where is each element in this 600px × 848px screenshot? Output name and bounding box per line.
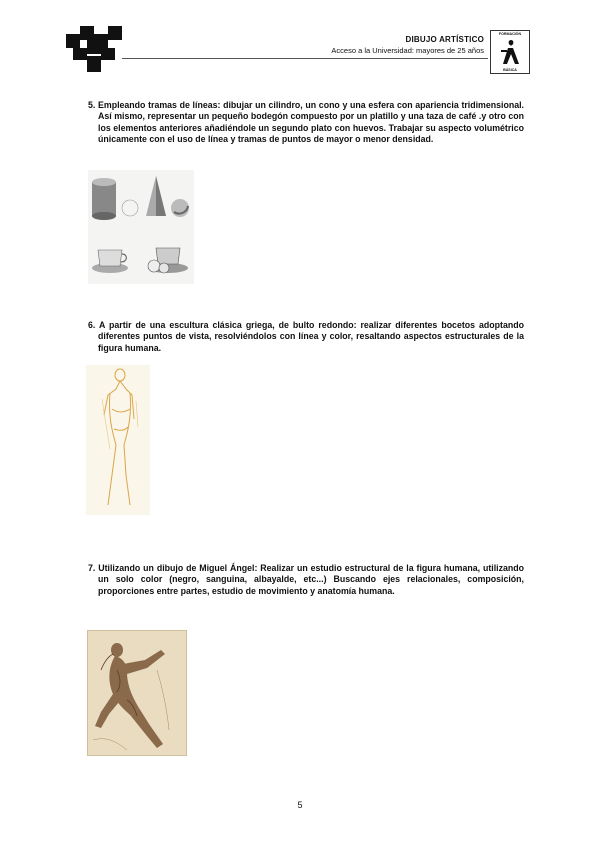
badge-bottom-label: BÁSICA [503,68,517,72]
header-title: DIBUJO ARTÍSTICO [405,35,484,44]
geometric-still-life-drawing [88,170,194,284]
university-logo-icon [66,26,122,72]
formacion-basica-badge [490,30,530,74]
greek-sculpture-sketch [86,365,150,515]
exercise-7-text: Utilizando un dibujo de Miguel Ángel: Realizar un estudio estructural de la figura humana, utilizando un solo color (negro, sanguina, albayalde, etc...) Buscando ejes relacionales, composición, proporciones entre partes, estudio de movimiento y anatomía humana. [98,563,524,596]
michelangelo-figure-study [87,630,187,756]
exercise-6 [88,320,524,354]
exercise-6-text: A partir de una escultura clásica griega, de bulto redondo: realizar diferentes bocetos adoptando diferentes puntos de vista, resolviéndolos con línea y color, resaltando aspectos estructurales de la figura humana. [98,320,524,353]
exercise-7 [88,563,524,597]
exercise-5-text: Empleando tramas de líneas: dibujar un cilindro, un cono y una esfera con apariencia tridimensional. Así mismo, representar un pequeño bodegón compuesto por un platillo y una taza de café .y otro con los elementos anteriores añadiéndole un segundo plato con huevos. Trabajar su aspecto volumétrico únicamente con el uso de línea y tramas de puntos de mayor o menor densidad. [98,100,525,145]
header-rule [122,58,488,59]
header-subtitle: Acceso a la Universidad: mayores de 25 años [331,46,484,55]
exercise-5-number: 5. [88,100,99,110]
exercise-5 [88,100,524,146]
page-number: 5 [297,800,303,810]
exercise-6-number: 6. [88,320,99,330]
badge-figure-icon [499,38,523,66]
badge-top-label: FORMACIÓN [498,32,522,36]
exercise-7-number: 7. [88,563,99,573]
